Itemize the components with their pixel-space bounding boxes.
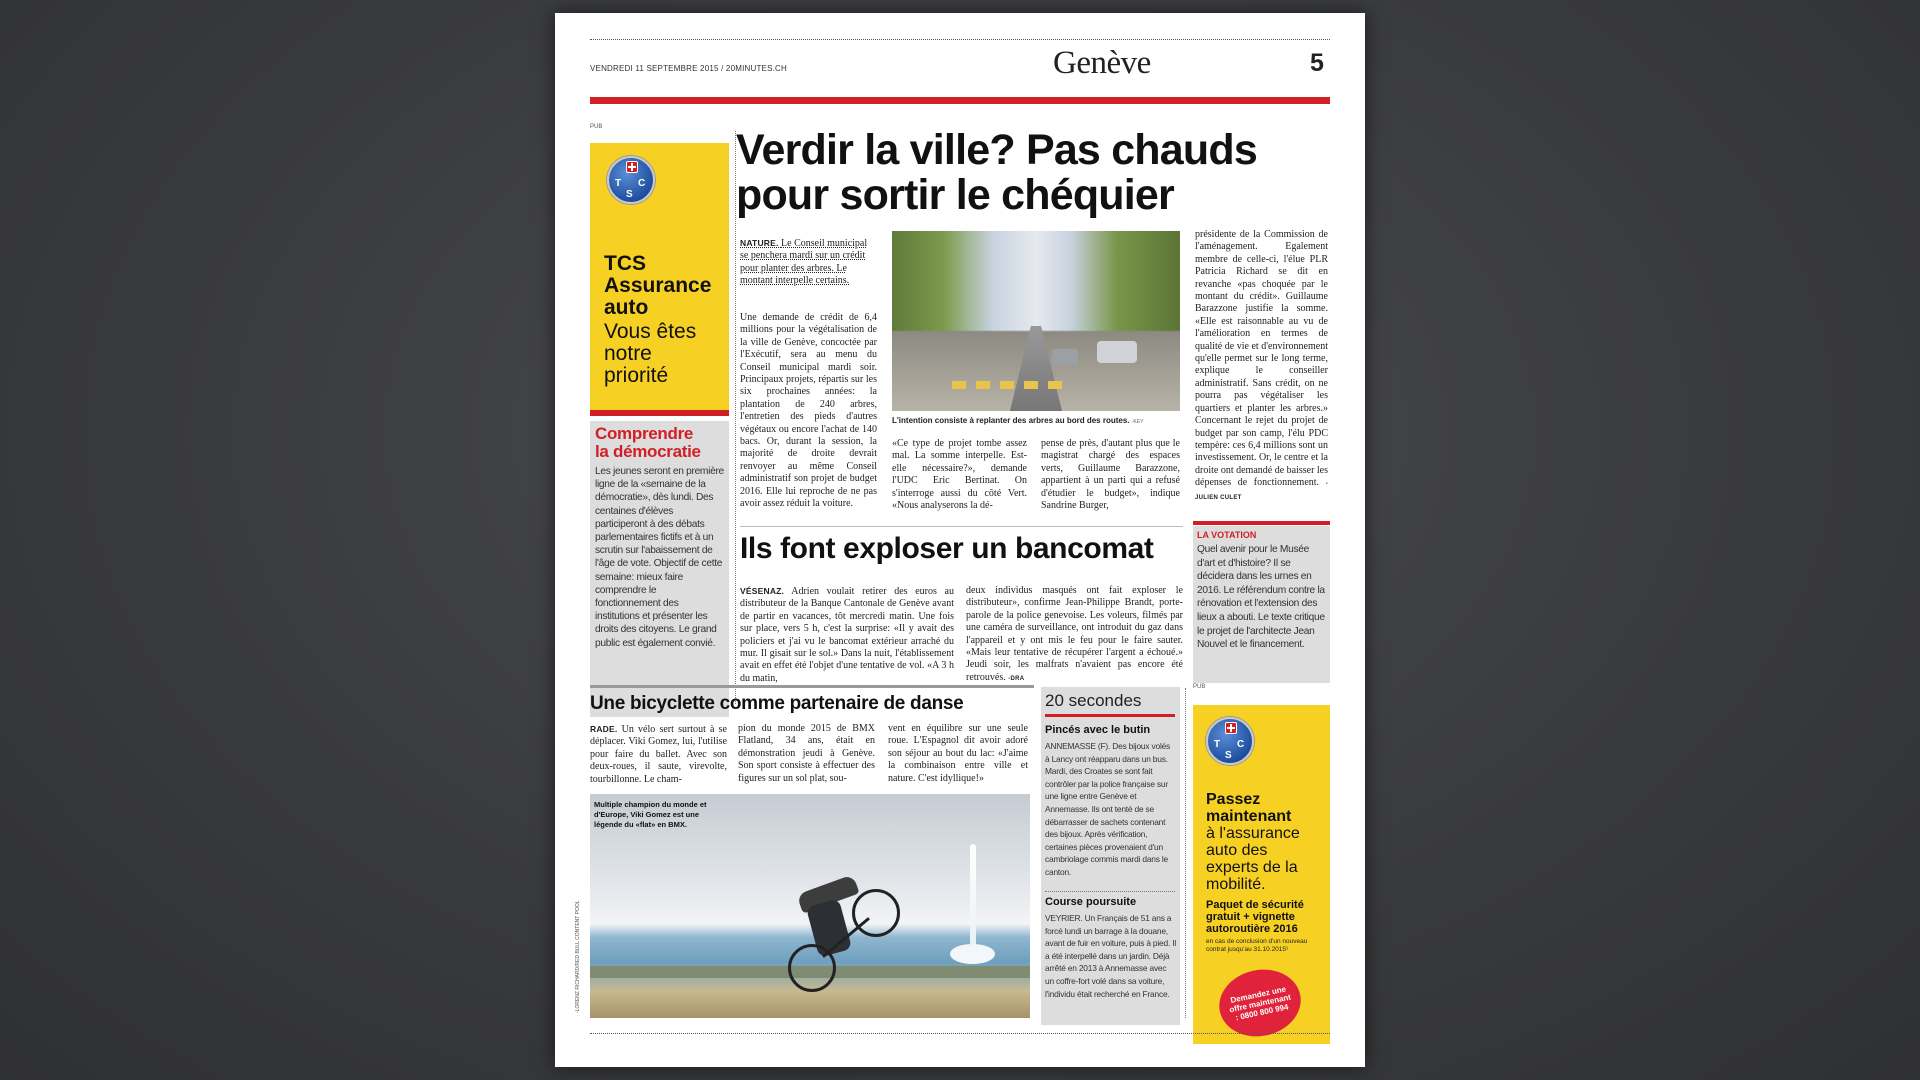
bottom-rule [590,1033,1330,1034]
votation-title: LA VOTATION [1197,530,1257,540]
article1-col1: Une demande de crédit de 6,4 millions pour la végétalisation de la ville de Genève, concoctée par l'Exécutif, sera au menu du Conseil municipal mardi soir. Principaux projets, répartis sur les six prochaines années: la plantation de 240 arbres, l'entretien des pieds d'autres végétaux ou encore l'achat de 140 bacs. Or, durant la session, la majorité de droite devrait renvoyer au même Conseil administratif son projet de budget 2016. Elle lui reproche de ne pas avoir assez réduit la voiture. [740,312,877,510]
secondes-item1-text: ANNEMASSE (F). Des bijoux volés à Lancy ont réapparu dans un bus. Mardi, des Croates se sont fait contrôler par la police française sur une ligne entre Genève et Annemasse. Ils ont tenté de se débarrasser de sachets contenant des bijoux. Après vérification, certaines pièces provenaient d'un cambriolage commis mardi dans le canton. [1045,741,1171,877]
votation-red-bar [1193,521,1330,525]
democratie-text: Les jeunes seront en première ligne de la «semaine de la démocratie», dès lundi. Des centaines d'élèves participeront à des débats parlementaires fictifs et à un scrutin sur l'abaissement de l'âge de vote. Objectif de cette semaine: mieux faire comprendre le fonctionnement des institutions et présenter les droits des citoyens. Le grand public est également convié. [595,466,724,649]
article2-col2: deux individus masqués ont fait exploser le distributeur», confirme Jean-Philippe Brandt, porte-parole de la police genevoise. Les voleurs, filmés par une caméra de surveillance, ont introduit du gaz dans l'appareil et y ont mis le feu pour le faire sauter. «Mais leur tentative de récupérer l'argent a échoué.» Jeudi soir, les malfrats n'avaient pas encore été retrouvés. -DRA [966,585,1183,683]
votation-text: Quel avenir pour le Musée d'art et d'histoire? Il se décidera dans les urnes en 2016. Le référendum contre la rénovation et l'extension des lieux a abouti. Le texte critique le projet de l'architecte Jean Nouvel et le financement. [1197,544,1325,651]
bmx-photo [590,794,1030,1018]
ad2-text: à l'assurance auto des experts de la mobilité. [1206,825,1300,893]
tcs-ad[interactable] [590,143,729,413]
ad2-title: Passez maintenant [1206,791,1292,825]
secondes-item2-title: Course poursuite [1045,896,1137,908]
article3-col3: vent en équilibre sur une seule roue. L'Espagnol dit avoir adoré son séjour au bout du lac: «J'aime la combinaison entre ville et nature. C'est idyllique!» [888,723,1028,784]
sidebar-red-bar [590,410,729,416]
votation-box [1193,526,1330,683]
dateline: VENDREDI 11 SEPTEMBRE 2015 / 20MINUTES.CH [590,64,787,73]
democratie-box [590,421,729,717]
newspaper-page [555,13,1365,1067]
article1-col3: présidente de la Commission de l'aménagement. Egalement membre de celle-ci, l'élue PLR Patricia Richard se dit en revanche «pas choquée par le montant du crédit». Guillaume Barazzone justifie la somme. «Elle est raisonnable au vu de l'amélioration en termes de qualité de vie et d'environnement qu'elle permet sur le long terme, explique le conseiller administratif. Sans crédit, on ne pourra pas végétaliser les quartiers et planter les arbres.» Concernant le rejet du projet de budget par son camp, l'élu PDC tempère: ces 6,4 millions sont un investissement. Or, le centre et la droite ont demandé de baisser les dépenses de fonctionnement. -JULIEN CULET [1195,229,1329,501]
tcs-logo-icon: T C S [607,156,655,204]
article2-col1: VÉSENAZ. Adrien voulait retirer des euros au distributeur de la Banque Cantonale de Genève avant de partir en vacances, tôt mercredi matin. Une fois sur place, vers 5 h, c'est la surprise: «Il y avait des policiers et j'ai vu le bancomat extérieur arraché du mur. Il gisait sur le sol.» Dans la nuit, l'établissement avait en effet été l'objet d'une tentative de vol. «A 3 h du matin, [740,586,954,684]
article1-headline: Verdir la ville? Pas chauds pour sortir le chéquier [736,126,1257,219]
offer-badge-text: Demandez une offre maintenant : 0800 800 994 [1228,983,1292,1022]
article3-photo-caption: Multiple champion du monde et d'Europe, Viki Gomez est une légende du «flat» en BMX. [594,800,707,829]
article3-col1: RADE. Un vélo sert surtout à se déplacer. Viki Gomez, lui, l'utilise pour faire du ballet. Avec son deux-roues, il saute, virevolte, tourbillonne. Le cham- [590,724,727,785]
article3-rule [590,685,1034,688]
secondes-red-bar [1045,714,1175,717]
democratie-title: Comprendre la démocratie [595,424,701,461]
article1-photo-caption: L'intention consiste à replanter des arbres au bord des routes. -KEY [892,416,1144,425]
article3-photo-credit: -LORENZ RICHARD/RED BULL CONTENT POOL [575,900,581,1013]
pub-label: PUB [590,124,603,130]
article1-lead-kicker: NATURE. [740,238,779,248]
ad2-small: en cas de conclusion d'un nouveau contrat jusqu'au 31.10.2015¹ [1206,938,1308,953]
tcs-logo-icon-2: T C S [1206,717,1254,765]
offer-badge[interactable] [1213,962,1307,1044]
secondes-title: 20 secondes [1045,691,1142,710]
secondes-item2-text: VEYRIER. Un Français de 51 ans a forcé lundi un barrage à la douane, avant de fuir en voiture, puis à pied. Il a été interpellé dans un jardin. Déjà arrêté en 2013 à Annemasse avec un coffre-fort volé dans sa voiture, l'individu était recherché en France. [1045,913,1177,999]
ad2-offer: Paquet de sécurité gratuit + vignette autoroutière 2016 [1206,899,1304,935]
header-red-bar [590,97,1330,104]
article1-col2b: pense de près, d'autant plus que le magistrat chargé des espaces verts, Guillaume Barazzone, appartient à un parti qui a refusé d'étudier le budget», indique Sandrine Burger, [1041,438,1180,512]
article1-col2a: «Ce type de projet tombe assez mal. La somme interpelle. Est-elle nécessaire?», demande l'UDC Eric Bertinat. On s'interroge aussi du côté Vert. «Nous analyserons la dé- [892,438,1027,512]
page-number: 5 [1310,49,1324,77]
article1-lead-text: Le Conseil municipal se penchera mardi sur un crédit pour planter des arbres. Le montant interpelle certains. [740,238,868,287]
ad-title: TCS Assurance auto [604,252,712,319]
tcs-ad-2[interactable] [1193,705,1330,1044]
article2-rule [740,526,1183,527]
divider-right [1185,688,1186,1018]
article3-headline: Une bicyclette comme partenaire de danse [590,693,964,714]
secondes-item1-title: Pincés avec le butin [1045,724,1151,736]
section-title: Genève [1053,45,1151,81]
article2-headline: Ils font exploser un bancomat [740,532,1154,565]
article3-col2: pion du monde 2015 de BMX Flatland, 34 ans, était en démonstration jeudi à Genève. Son sport consiste à effectuer des figures sur un sol plat, sou- [738,723,875,784]
street-trees-photo [892,231,1180,411]
secondes-box [1041,687,1180,1025]
article1-lead [740,237,877,288]
ad-tagline: Vous êtes notre priorité [604,320,697,387]
top-rule [590,39,1330,40]
pub-label-2: PUB [1193,684,1206,690]
